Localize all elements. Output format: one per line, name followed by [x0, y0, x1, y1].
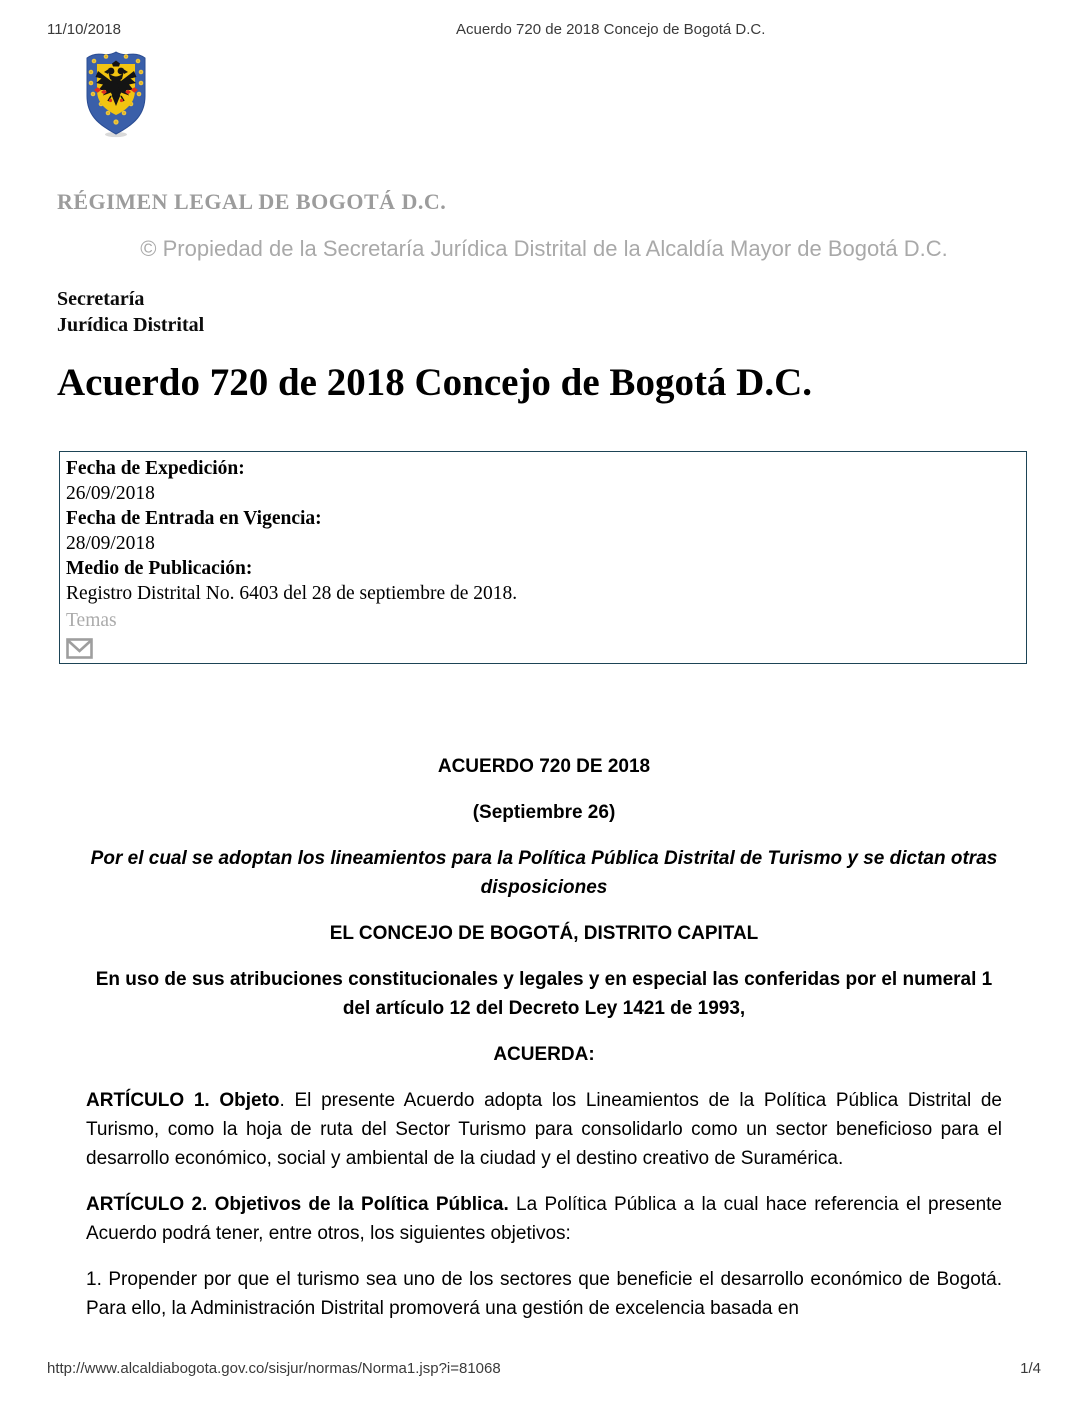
site-brand: RÉGIMEN LEGAL DE BOGOTÁ D.C. — [57, 189, 447, 214]
article-2 — [86, 1190, 1002, 1248]
bogota-coat-of-arms-icon — [84, 50, 148, 138]
heading-acuerda: ACUERDA: — [493, 1044, 595, 1065]
epigraph: Por el cual se adoptan los lineamientos para la Política Pública Distrital de Turismo y se dictan otras disposiciones — [90, 848, 998, 898]
field-label: Fecha de Entrada en Vigencia: — [66, 508, 322, 529]
article-1 — [86, 1086, 1002, 1173]
field-value: 28/09/2018 — [66, 533, 155, 554]
copyright-line: © Propiedad de la Secretaría Jurídica Distrital de la Alcaldía Mayor de Bogotá D.C. — [140, 236, 948, 261]
heading-acuerdo: ACUERDO 720 DE 2018 — [437, 756, 651, 777]
article-2-lead: ARTÍCULO 2. Objetivos de la Política Pública. — [86, 1194, 509, 1215]
field-value: 26/09/2018 — [66, 483, 155, 504]
field-value: Registro Distrital No. 6403 del 28 de septiembre de 2018. — [66, 583, 518, 604]
page-title: Acuerdo 720 de 2018 Concejo de Bogotá D.C. — [57, 361, 813, 404]
heading-issuer: EL CONCEJO DE BOGOTÁ, DISTRITO CAPITAL — [329, 923, 759, 944]
objective-item-1-text: 1. Propender por que el turismo sea uno de los sectores que beneficie el desarrollo económico de Bogotá. Para ello, la Administración Distrital promoverá una gestión de excelencia basada en — [86, 1269, 1002, 1319]
print-footer-url: http://www.alcaldiabogota.gov.co/sisjur/normas/Norma1.jsp?i=81068 — [47, 1360, 501, 1377]
document-body — [86, 752, 1002, 1340]
heading-date: (Septiembre 26) — [472, 802, 616, 823]
article-1-lead: ARTÍCULO 1. Objeto — [86, 1090, 280, 1111]
field-label: Medio de Publicación: — [66, 558, 253, 579]
envelope-icon[interactable] — [66, 638, 1018, 659]
preamble: En uso de sus atribuciones constitucionales y legales y en especial las conferidas por el numeral 1 del artículo 12 del Decreto Ley 1421 de 1993, — [95, 969, 993, 1019]
print-footer-page-indicator: 1/4 — [1020, 1360, 1041, 1377]
temas-label: Temas — [66, 610, 117, 631]
entity-name — [57, 286, 204, 338]
article-1-text: . El presente Acuerdo adopta los Lineamientos de la Política Pública Distrital de Turismo, como la hoja de ruta del Sector Turismo para consolidarlo como un sector beneficioso para el desarrollo económico, social y ambiental de la ciudad y el destino creativo de Suramérica. — [86, 1090, 1002, 1169]
objective-item-1 — [86, 1265, 1002, 1323]
article-2-text: La Política Pública a la cual hace referencia el presente Acuerdo podrá tener, entre otros, los siguientes objetivos: — [86, 1194, 1002, 1244]
entity-line-2: Jurídica Distrital — [57, 314, 205, 336]
print-header-title: Acuerdo 720 de 2018 Concejo de Bogotá D.C. — [456, 21, 766, 38]
field-label: Fecha de Expedición: — [66, 458, 245, 479]
entity-line-1: Secretaría — [57, 288, 145, 310]
metadata-box — [59, 451, 1027, 664]
print-header-date: 11/10/2018 — [47, 21, 121, 38]
